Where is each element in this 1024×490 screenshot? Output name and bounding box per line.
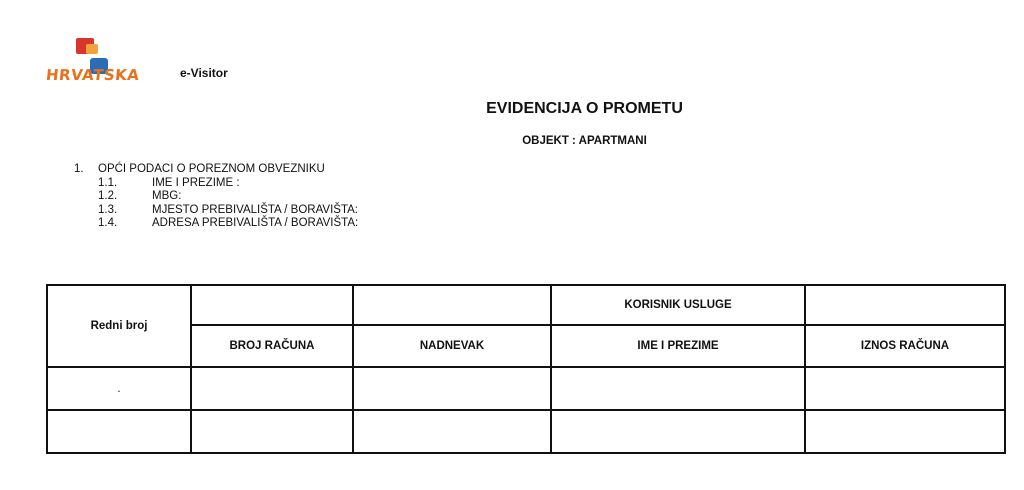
table-cell: [191, 367, 353, 410]
info-item-address: [74, 217, 358, 231]
section-number: 1.: [74, 163, 84, 175]
table-cell: [353, 410, 551, 453]
col-header-nadnevak: NADNEVAK: [353, 325, 551, 367]
item-number: 1.2.: [98, 190, 118, 202]
item-label: ADRESA PREBIVALIŠTA / BORAVIŠTA:: [152, 217, 359, 229]
table-cell: .: [47, 367, 191, 410]
item-label: MBG:: [152, 190, 182, 202]
item-number: 1.3.: [98, 203, 118, 216]
item-number: 1.1.: [98, 176, 118, 189]
table-row: [47, 410, 1005, 453]
col-header-broj-racuna: BROJ RAČUNA: [191, 325, 353, 367]
section-heading-text: OPĆI PODACI O POREZNOM OBVEZNIKU: [98, 163, 325, 175]
info-item-mbg: [74, 190, 358, 204]
table-subheader-row: [47, 325, 1005, 367]
col-header-redni-broj: Redni broj: [47, 285, 191, 367]
table-header-row: [47, 285, 1005, 325]
item-number: 1.4.: [98, 217, 118, 229]
table-cell: [551, 410, 805, 453]
records-table: [46, 284, 1006, 454]
logo-text: HRVATSKA: [45, 66, 141, 84]
item-label: MJESTO PREBIVALIŠTA / BORAVIŠTA:: [152, 203, 358, 216]
table-cell: [551, 367, 805, 410]
empty-header-cell: [353, 285, 551, 325]
general-info-section: [74, 163, 358, 231]
hrvatska-logo: [44, 36, 284, 96]
empty-header-cell: [191, 285, 353, 325]
item-label: IME I PREZIME :: [152, 176, 240, 189]
page-subtitle: OBJEKT : APARTMANI: [522, 135, 647, 147]
page-title: EVIDENCIJA O PROMETU: [486, 100, 683, 117]
group-header-korisnik-usluge: KORISNIK USLUGE: [551, 285, 805, 325]
col-header-ime-i-prezime: IME I PREZIME: [551, 325, 805, 367]
table-cell: [191, 410, 353, 453]
table-cell: [47, 410, 191, 453]
empty-header-cell: [805, 285, 1005, 325]
info-item-place: [74, 204, 358, 218]
table-row: [47, 367, 1005, 410]
table-cell: [805, 410, 1005, 453]
table-cell: [805, 367, 1005, 410]
info-item-name: [74, 177, 358, 191]
app-name: e-Visitor: [180, 66, 228, 80]
col-header-iznos-racuna: IZNOS RAČUNA: [805, 325, 1005, 367]
table-cell: [353, 367, 551, 410]
section-heading: [74, 163, 358, 177]
